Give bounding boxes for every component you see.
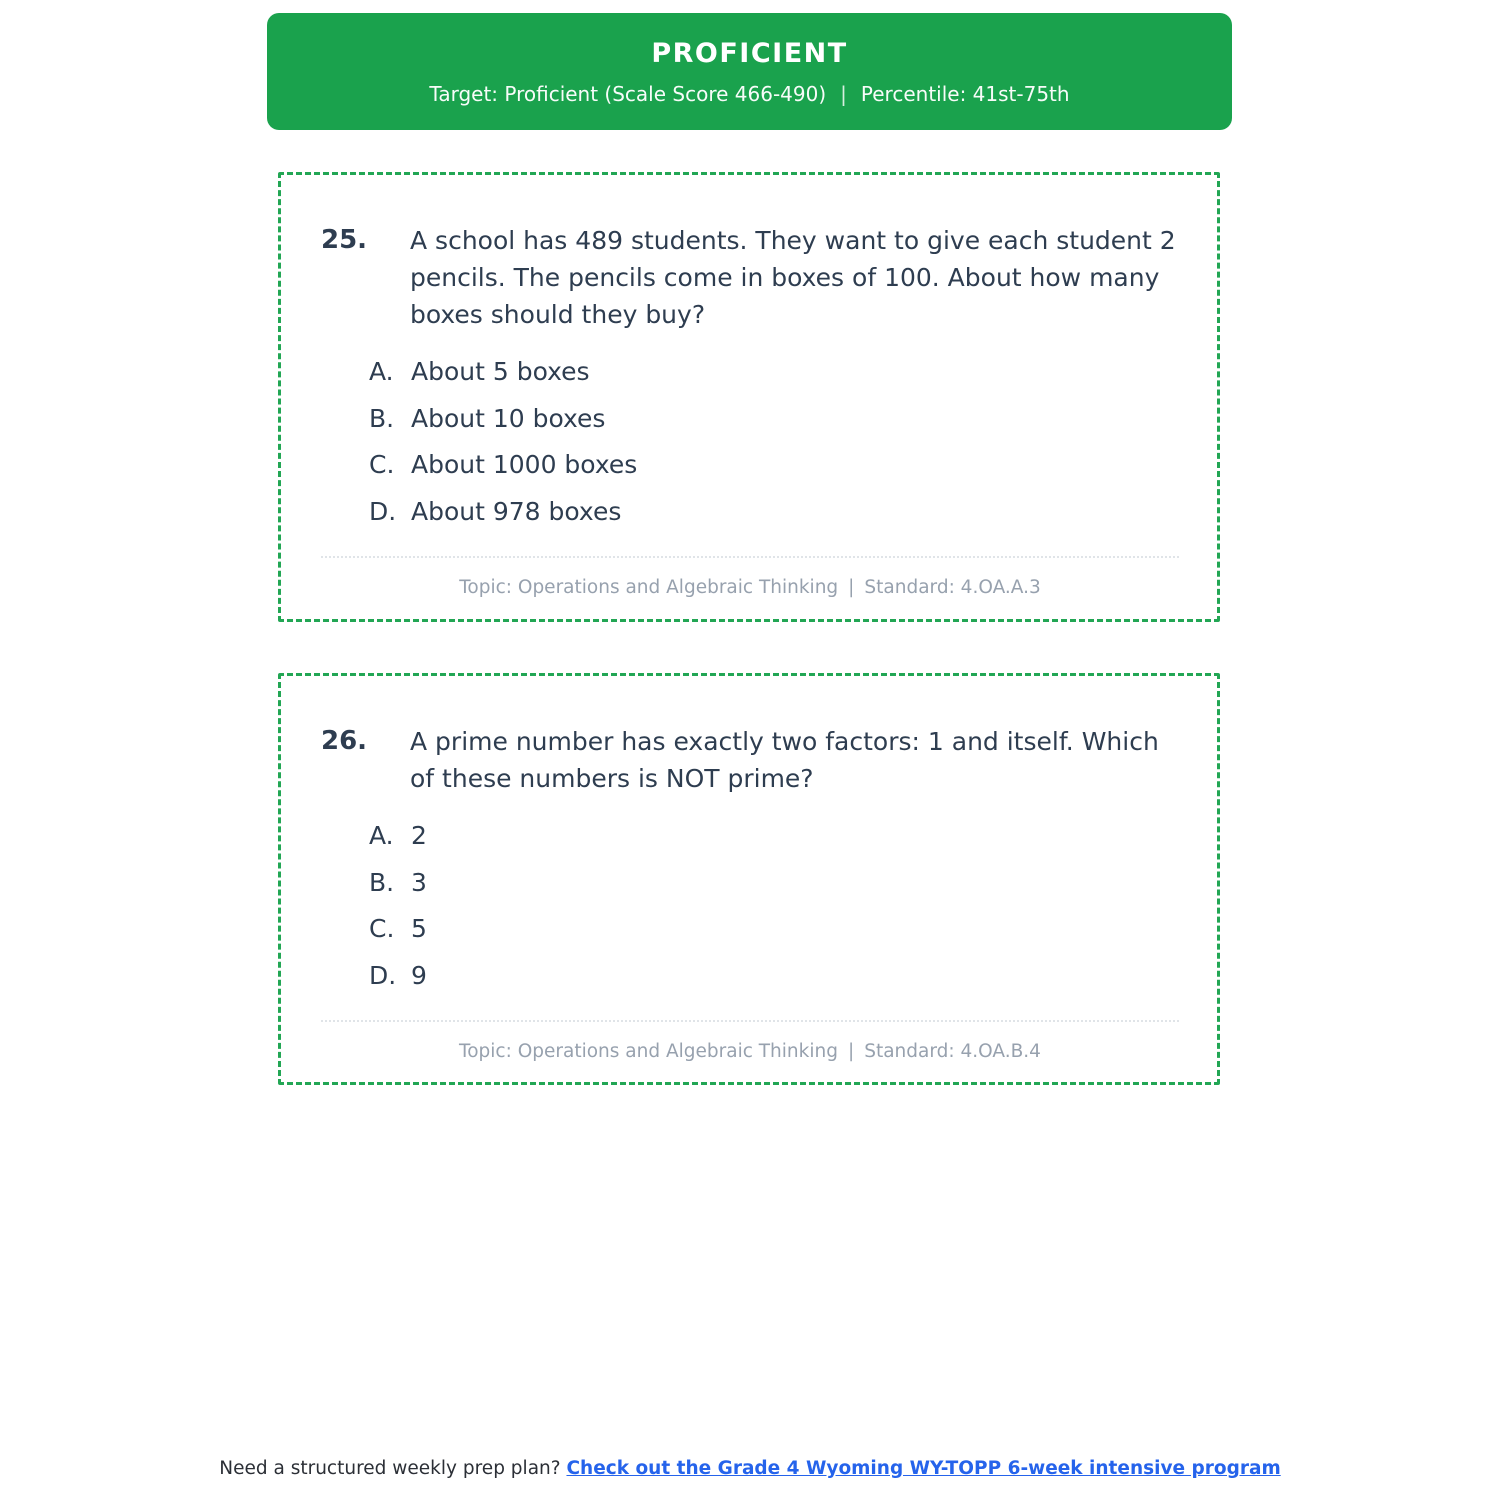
meta-divider [321, 556, 1179, 558]
option-a [369, 823, 1179, 849]
banner-title: PROFICIENT [651, 37, 848, 69]
option-letter: A. [369, 821, 394, 850]
question-row [321, 222, 1179, 333]
question-meta [321, 577, 1179, 598]
option-text: 9 [411, 960, 427, 990]
options-list [369, 359, 1179, 525]
meta-separator: | [848, 576, 855, 598]
option-letter: B. [369, 867, 395, 897]
option-b [369, 403, 1179, 433]
option-letter: B. [369, 403, 395, 433]
options-list [369, 823, 1179, 989]
question-card-25 [278, 172, 1220, 622]
question-text: A prime number has exactly two factors: 1 and itself. Which of these numbers is NOT prime? [410, 727, 1159, 793]
option-text: 2 [411, 821, 427, 850]
banner-percentile-text: Percentile: 41st-75th [860, 81, 1070, 106]
banner-subtitle [429, 82, 1069, 106]
option-letter: A. [369, 357, 394, 386]
proficiency-banner [267, 13, 1232, 130]
footer-program-link[interactable]: Check out the Grade 4 Wyoming WY-TOPP 6-week intensive program [566, 1458, 1281, 1479]
option-letter: C. [369, 914, 395, 943]
standard-label: Standard: 4.OA.A.3 [864, 576, 1041, 598]
banner-target-text: Target: Proficient (Scale Score 466-490) [429, 81, 827, 106]
option-c [369, 916, 1179, 942]
meta-separator: | [847, 1040, 855, 1062]
question-number: 25. [321, 225, 368, 255]
option-text: 5 [411, 914, 427, 943]
option-d [369, 960, 1179, 990]
option-d [369, 496, 1179, 526]
option-b [369, 867, 1179, 897]
option-text: About 978 boxes [411, 496, 622, 526]
option-text: About 10 boxes [411, 403, 606, 433]
question-meta [321, 1041, 1179, 1062]
option-a [369, 359, 1179, 385]
question-text: A school has 489 students. They want to give each student 2 pencils. The pencils come in boxes of 100. About how many boxes should they buy? [410, 226, 1176, 329]
option-letter: D. [369, 960, 397, 990]
footer [0, 1458, 1500, 1479]
option-letter: C. [369, 450, 395, 479]
topic-label: Topic: Operations and Algebraic Thinking [459, 1040, 838, 1062]
question-card-26 [278, 673, 1220, 1085]
standard-label: Standard: 4.OA.B.4 [864, 1040, 1041, 1062]
option-text: About 1000 boxes [411, 450, 638, 479]
option-text: 3 [411, 867, 427, 897]
question-row [321, 723, 1179, 797]
option-c [369, 452, 1179, 478]
footer-prompt: Need a structured weekly prep plan? [219, 1458, 567, 1479]
banner-separator: | [840, 81, 847, 106]
meta-divider [321, 1020, 1179, 1022]
question-number: 26. [321, 726, 368, 756]
option-letter: D. [369, 496, 397, 526]
topic-label: Topic: Operations and Algebraic Thinking [459, 576, 839, 598]
option-text: About 5 boxes [411, 357, 590, 386]
